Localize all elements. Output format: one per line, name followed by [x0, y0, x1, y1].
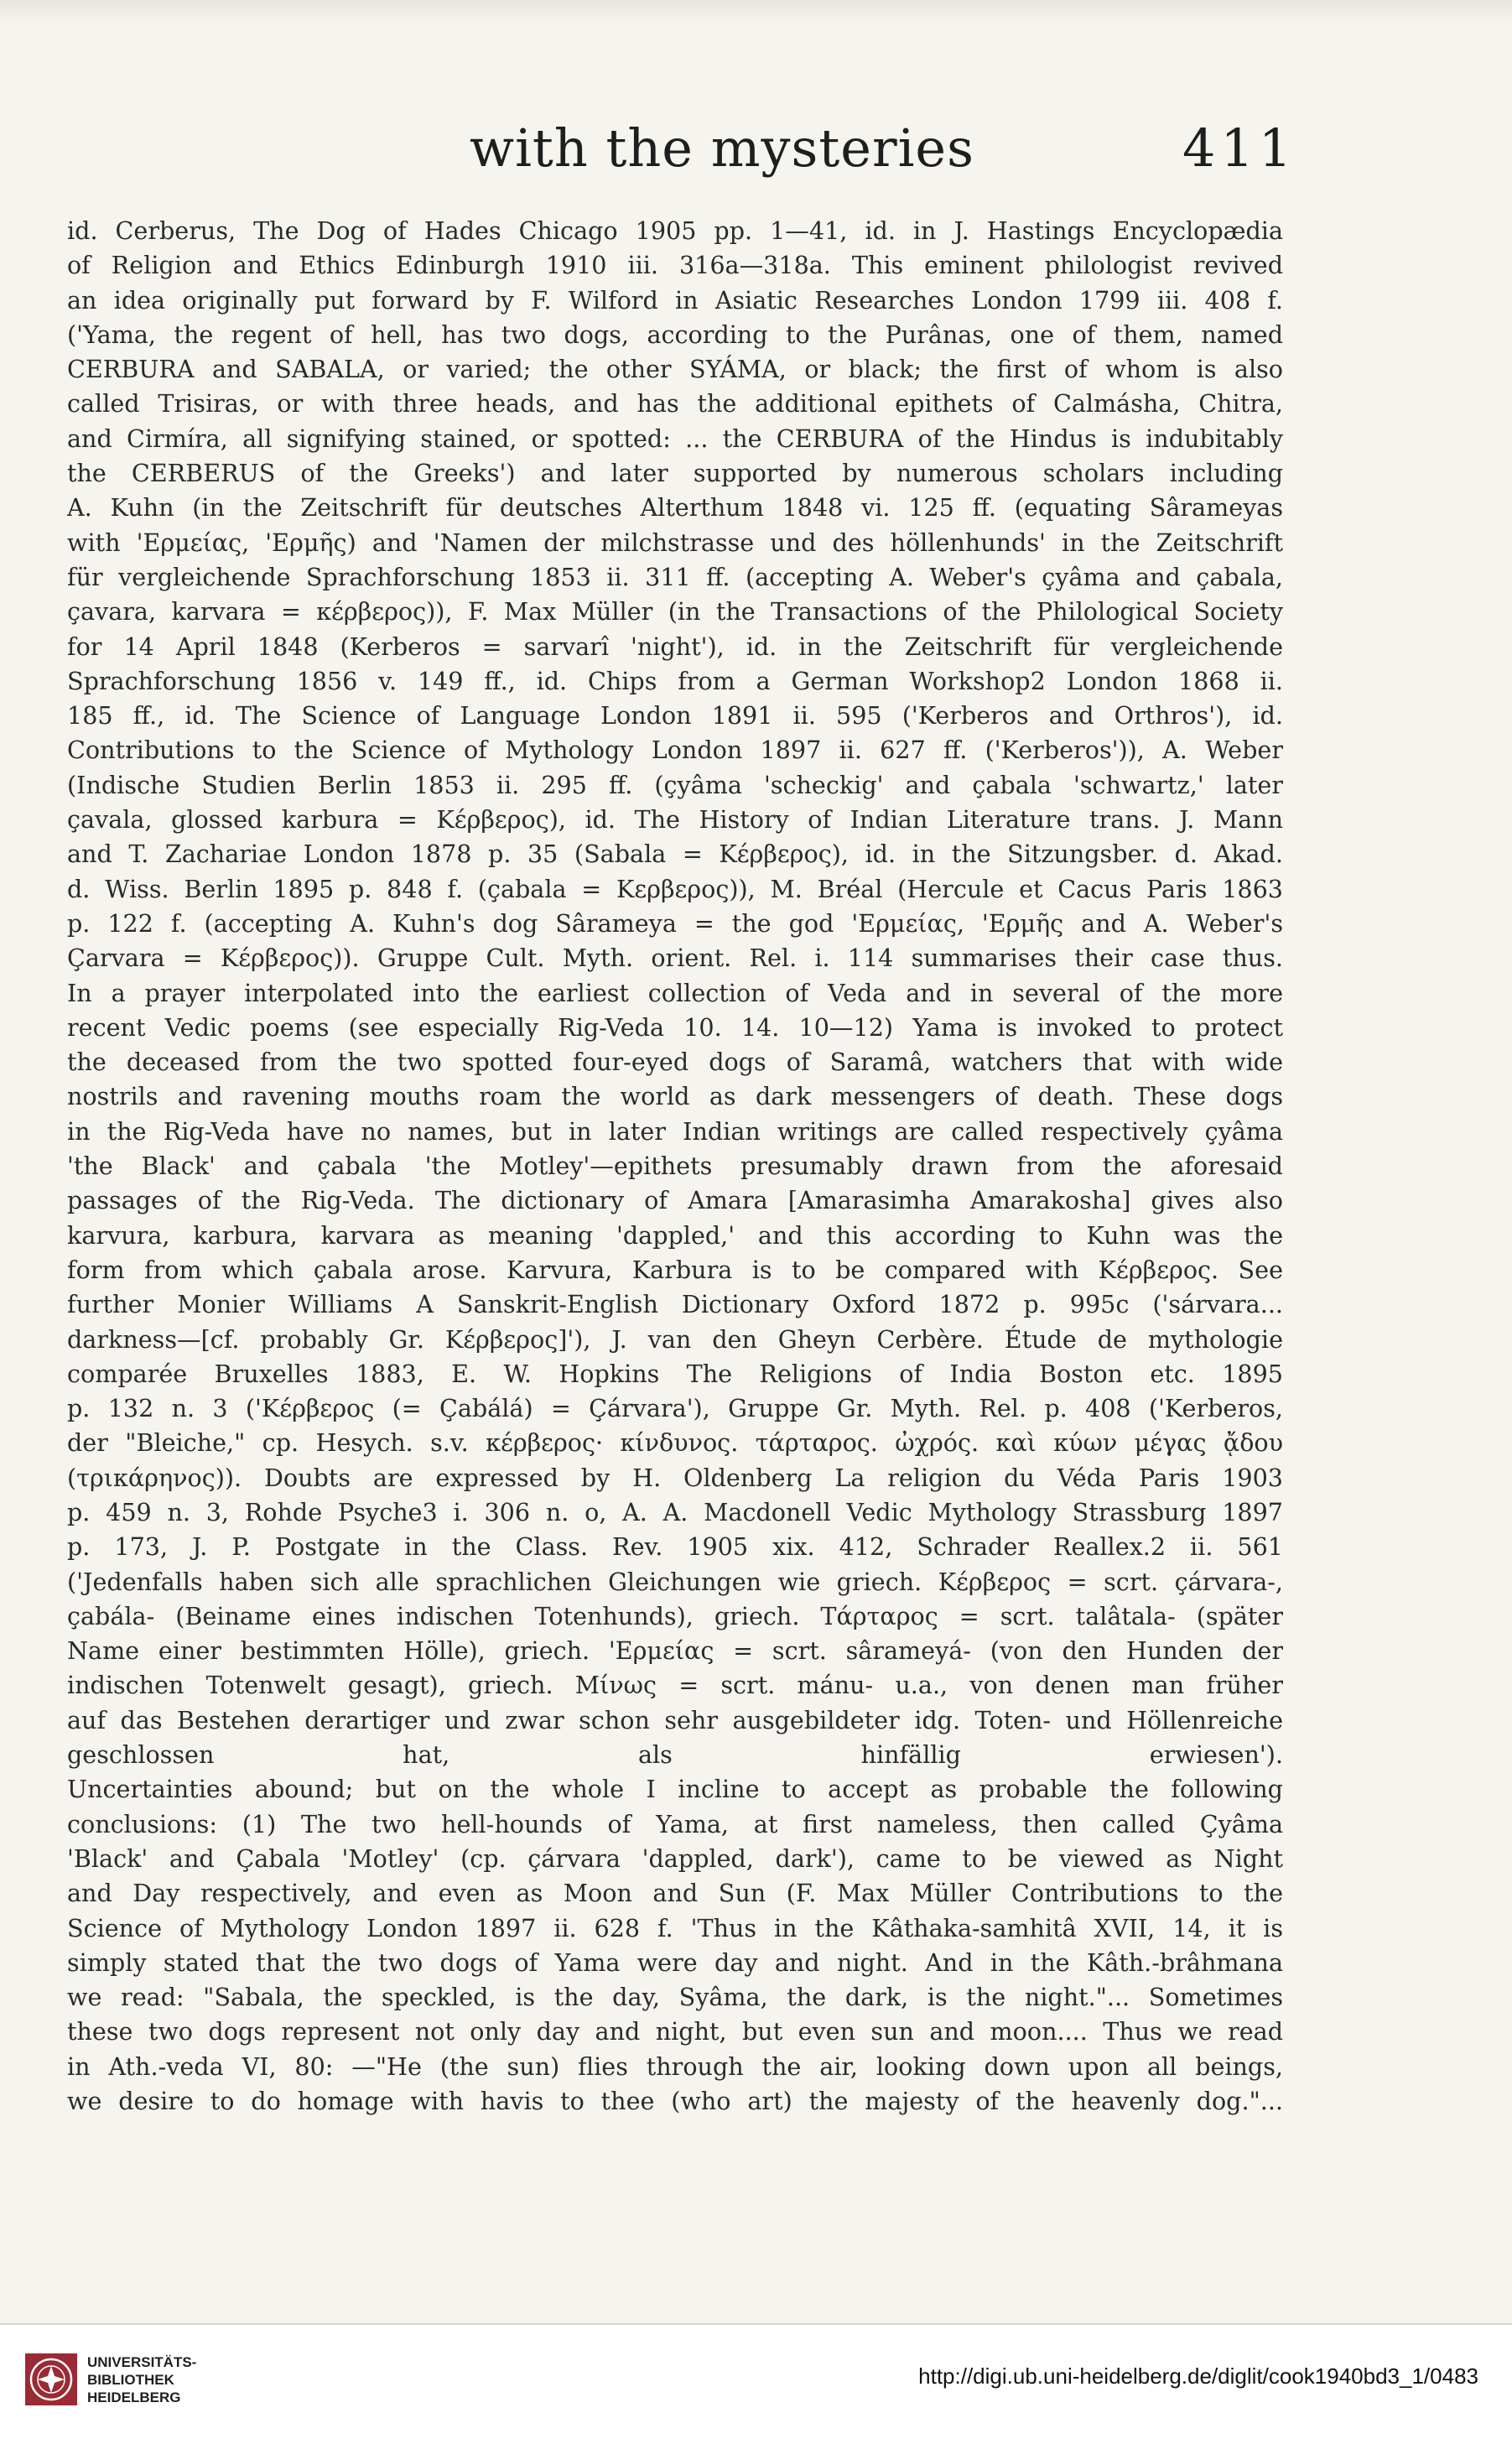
text-line: Science of Mythology London 1897 ii. 628 f. 'Thus in the Kâthaka-samhitâ XVII, 14, it is [67, 1913, 1283, 1942]
text-line: p. 132 n. 3 ('Κέρβερος (= Çabálá) = Çárvara'), Gruppe Gr. Myth. Rel. p. 408 ('Kerberos, [67, 1394, 1283, 1423]
library-name [87, 2353, 196, 2406]
text-line: 'the Black' and çabala 'the Motley'—epithets presumably drawn from the aforesaid [67, 1152, 1283, 1181]
text-line: id. Cerberus, The Dog of Hades Chicago 1905 pp. 1—41, id. in J. Hastings Encyclopædia [67, 216, 1283, 245]
text-line: form from which çabala arose. Karvura, Karbura is to be compared with Κέρβερος. See [67, 1255, 1283, 1284]
text-line: passages of the Rig-Veda. The dictionary of Amara [Amarasimha Amarakosha] gives also [67, 1186, 1283, 1215]
text-line: Sprachforschung 1856 v. 149 ff., id. Chips from a German Workshop2 London 1868 ii. [67, 666, 1283, 695]
text-line: Contributions to the Science of Mythology London 1897 ii. 627 ff. ('Kerberos')), A. Weber [67, 736, 1283, 765]
text-line: the CERBERUS of the Greeks') and later supported by numerous scholars including [67, 459, 1283, 488]
text-line: In a prayer interpolated into the earliest collection of Veda and in several of the more [67, 978, 1283, 1007]
text-line: çabála- (Beiname eines indischen Totenhunds), griech. Τάρταρος = scrt. talâtala- (später [67, 1601, 1283, 1630]
text-line: der "Bleiche," cp. Hesych. s.v. κέρβερος· κίνδυνος. τάρταρος. ὠχρός. καὶ κύων μέγας ᾄδου [67, 1428, 1283, 1458]
text-line: (Indische Studien Berlin 1853 ii. 295 ff. (çyâma 'scheckig' and çabala 'schwartz,' later [67, 770, 1283, 799]
text-line: ('Jedenfalls haben sich alle sprachlichen Gleichungen wie griech. Κέρβερος = scrt. çárvara-, [67, 1567, 1283, 1596]
text-line: auf das Bestehen derartiger und zwar schon sehr ausgebildeter idg. Toten- und Höllenreiche [67, 1705, 1283, 1734]
text-line: with 'Ερμείας, 'Ερμῆς) and 'Namen der milchstrasse und des höllenhunds' in the Zeitschrift [67, 528, 1283, 557]
text-line: and Day respectively, and even as Moon and Sun (F. Max Müller Contributions to the [67, 1879, 1283, 1908]
body-text [67, 214, 1283, 2119]
text-line: 'Black' and Çabala 'Motley' (cp. çárvara 'dappled, dark'), came to be viewed as Night [67, 1843, 1283, 1873]
text-line: in the Rig-Veda have no names, but in later Indian writings are called respectively çyâma [67, 1116, 1283, 1146]
text-line: p. 122 f. (accepting A. Kuhn's dog Sârameya = the god 'Ερμείας, 'Ερμῆς and A. Weber's [67, 908, 1283, 938]
text-line: simply stated that the two dogs of Yama were day and night. And in the Kâth.-brâhmana [67, 1947, 1283, 1977]
text-line: karvura, karbura, karvara as meaning 'dappled,' and this according to Kuhn was the [67, 1220, 1283, 1250]
text-line: and Cirmíra, all signifying stained, or spotted: ... the CERBURA of the Hindus is indubitably [67, 424, 1283, 453]
running-head: with the mysteries [470, 117, 974, 179]
text-line: we read: "Sabala, the speckled, is the day, Syâma, the dark, is the night."... Sometimes [67, 1983, 1283, 2012]
text-line: nostrils and ravening mouths roam the world as dark messengers of death. These dogs [67, 1082, 1283, 1111]
text-line: ('Yama, the regent of hell, has two dogs, according to the Purânas, one of them, named [67, 320, 1283, 349]
text-line: called Trisiras, or with three heads, and has the additional epithets of Calmásha, Chitra, [67, 389, 1283, 419]
text-line: Name einer bestimmten Hölle), griech. 'Ερμείας = scrt. sârameyá- (von den Hunden der [67, 1636, 1283, 1666]
text-line: Çarvara = Κέρβερος)). Gruppe Cult. Myth. orient. Rel. i. 114 summarises their case thus. [67, 944, 1283, 973]
text-line: 185 ff., id. The Science of Language London 1891 ii. 595 ('Kerberos and Orthros'), id. [67, 701, 1283, 731]
text-line: (τρικάρηνος)). Doubts are expressed by H. Oldenberg La religion du Véda Paris 1903 [67, 1463, 1283, 1492]
permalink-url[interactable]: http://digi.ub.uni-heidelberg.de/diglit/cook1940bd3_1/0483 [918, 2363, 1478, 2389]
text-line: p. 173, J. P. Postgate in the Class. Rev. 1905 xix. 412, Schrader Reallex.2 ii. 561 [67, 1532, 1283, 1562]
text-line: the deceased from the two spotted four-eyed dogs of Saramâ, watchers that with wide [67, 1048, 1283, 1077]
text-line: for 14 April 1848 (Kerberos = sarvarî 'night'), id. in the Zeitschrift für vergleichende [67, 632, 1283, 661]
text-line: CERBURA and SABALA, or varied; the other SYÁMA, or black; the first of whom is also [67, 355, 1283, 384]
library-name-line-2: BIBLIOTHEK [87, 2372, 174, 2388]
text-line: recent Vedic poems (see especially Rig-Veda 10. 14. 10—12) Yama is invoked to protect [67, 1012, 1283, 1042]
text-line: comparée Bruxelles 1883, E. W. Hopkins The Religions of India Boston etc. 1895 [67, 1359, 1283, 1388]
text-line: we desire to do homage with havis to thee (who art) the majesty of the heavenly dog."... [67, 2087, 1283, 2116]
page-edge-shadow [0, 0, 1512, 25]
text-line: çavara, karvara = κέρβερος)), F. Max Müller (in the Transactions of the Philological Society [67, 597, 1283, 627]
text-line: an idea originally put forward by F. Wilford in Asiatic Researches London 1799 iii. 408 f. [67, 285, 1283, 315]
text-line: darkness—[cf. probably Gr. Κέρβερος]'), J. van den Gheyn Cerbère. Étude de mythologie [67, 1324, 1283, 1354]
text-line: çavala, glossed karbura = Κέρβερος), id. The History of Indian Literature trans. J. Mann [67, 805, 1283, 835]
text-line: these two dogs represent not only day and night, but even sun and moon.... Thus we read [67, 2017, 1283, 2046]
text-line: conclusions: (1) The two hell-hounds of Yama, at first nameless, then called Çyâma [67, 1809, 1283, 1838]
page-number: 411 [1182, 117, 1297, 179]
text-line: indischen Totenwelt gesagt), griech. Μίνως = scrt. mánu- u.a., von denen man früher [67, 1671, 1283, 1700]
text-line: geschlossen hat, als hinfällig erwiesen'). [67, 1740, 1283, 1770]
text-line: in Ath.-veda VI, 80: —"He (the sun) flies through the air, looking down upon all beings, [67, 2051, 1283, 2081]
text-line: of Religion and Ethics Edinburgh 1910 iii. 316a—318a. This eminent philologist revived [67, 251, 1283, 280]
library-name-line-1: UNIVERSITÄTS- [87, 2354, 197, 2370]
text-line: für vergleichende Sprachforschung 1853 ii. 311 ff. (accepting A. Weber's çyâma and çabala, [67, 562, 1283, 591]
text-line: A. Kuhn (in the Zeitschrift für deutsches Alterthum 1848 vi. 125 ff. (equating Sârameyas [67, 493, 1283, 523]
text-line: and T. Zachariae London 1878 p. 35 (Sabala = Κέρβερος), id. in the Sitzungsber. d. Akad. [67, 840, 1283, 869]
library-name-line-3: HEIDELBERG [87, 2389, 181, 2405]
text-line: p. 459 n. 3, Rohde Psyche3 i. 306 n. o, A. A. Macdonell Vedic Mythology Strassburg 1897 [67, 1497, 1283, 1526]
university-seal-icon [25, 2353, 77, 2405]
text-line: d. Wiss. Berlin 1895 p. 848 f. (çabala = Κερβερος)), M. Bréal (Hercule et Cacus Paris 1863 [67, 874, 1283, 903]
text-line: Uncertainties abound; but on the whole I incline to accept as probable the following [67, 1775, 1283, 1804]
text-line: further Monier Williams A Sanskrit-English Dictionary Oxford 1872 p. 995c ('sárvara... [67, 1290, 1283, 1319]
